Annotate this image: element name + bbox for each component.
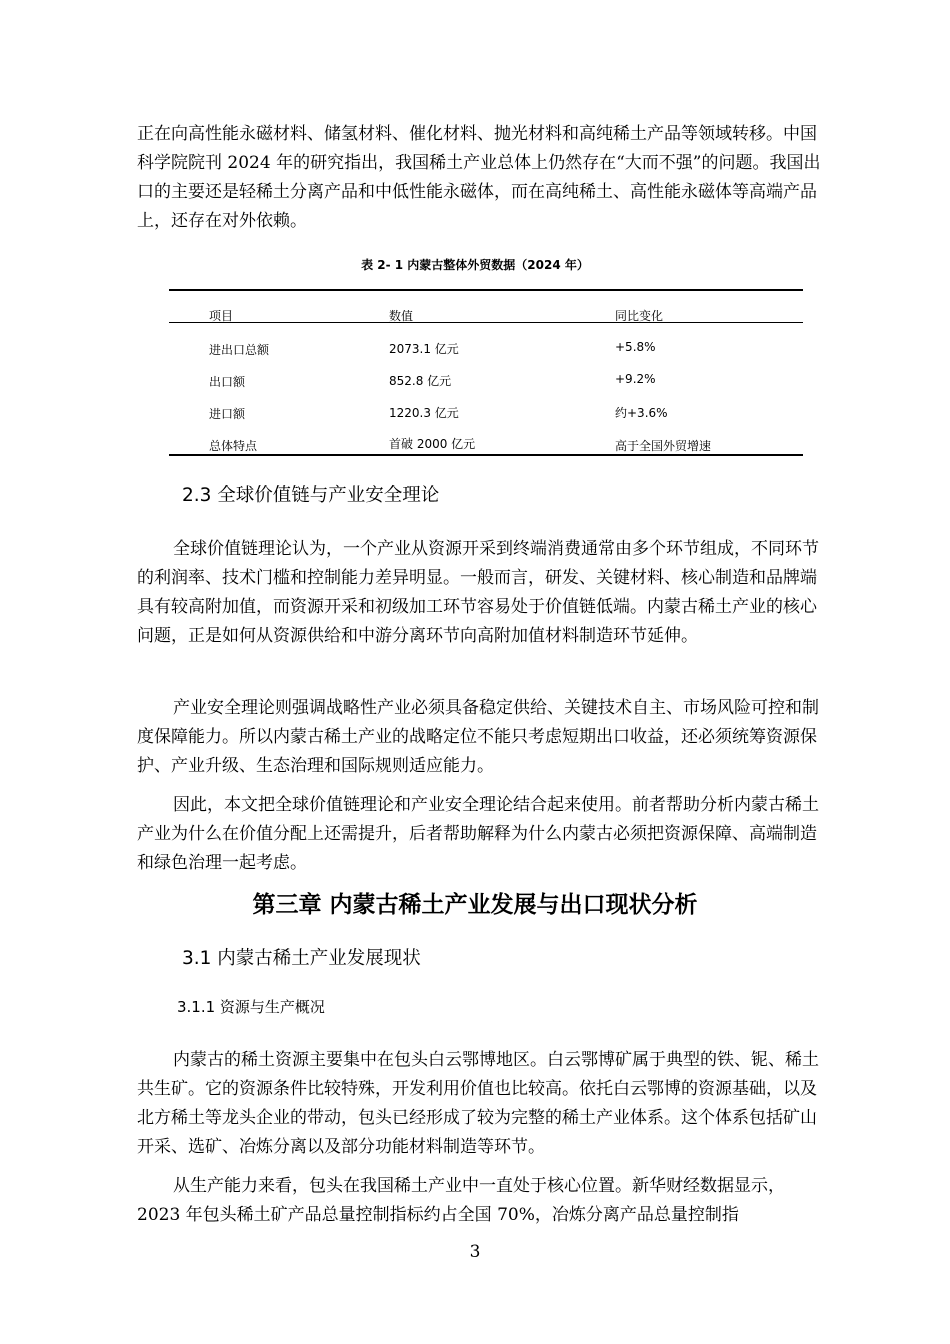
intro-paragraph: 正在向高性能永磁材料、储氢材料、催化材料、抛光材料和高纯稀土产品等领域转移。中国科学院院刊 2024 年的研究指出，我国稀土产业总体上仍然存在“大而不强”的问题。我国出口的主要还是轻稀土分离产品和中低性能永磁体，而在高纯稀土、高性能永磁体等高端产品上，还存在对外依赖。 bbox=[137, 124, 821, 231]
table-cell: 约+3.6% bbox=[615, 406, 668, 420]
table-cell: 出口额 bbox=[209, 375, 246, 389]
page-number: 3 bbox=[469, 1242, 481, 1262]
body-paragraph: 全球价值链理论认为，一个产业从资源开采到终端消费通常由多个环节组成，不同环节的利润率、技术门槛和控制能力差异明显。一般而言，研发、关键材料、核心制造和品牌端具有较高附加值，而资源开采和初级加工环节容易处于价值链低端。内蒙古稀土产业的核心问题，正是如何从资源供给和中游分离环节向高附加值材料制造环节延伸。 bbox=[137, 539, 819, 646]
table-cell: +9.2% bbox=[615, 372, 656, 386]
body-paragraph: 从生产能力来看，包头在我国稀土产业中一直处于核心位置。新华财经数据显示，2023 年包头稀土矿产品总量控制指标约占全国 70%，冶炼分离产品总量控制指 bbox=[137, 1176, 785, 1225]
table-header-item: 项目 bbox=[209, 309, 234, 323]
chapter-title: 第三章 内蒙古稀土产业发展与出口现状分析 bbox=[252, 892, 698, 918]
table-cell: +5.8% bbox=[615, 340, 656, 354]
table-bottom-rule bbox=[169, 454, 803, 456]
subsection-heading-3-1-1: 3.1.1 资源与生产概况 bbox=[177, 998, 325, 1016]
table-header-rule bbox=[169, 322, 803, 323]
trade-data-table bbox=[169, 288, 803, 456]
table-cell: 进口额 bbox=[209, 407, 246, 421]
table-header-change: 同比变化 bbox=[615, 309, 664, 323]
table-cell: 高于全国外贸增速 bbox=[615, 439, 712, 453]
table-cell: 总体特点 bbox=[209, 439, 258, 453]
table-caption: 表 2- 1 内蒙古整体外贸数据（2024 年） bbox=[361, 258, 589, 272]
table-cell: 进出口总额 bbox=[209, 343, 270, 357]
body-paragraph: 因此，本文把全球价值链理论和产业安全理论结合起来使用。前者帮助分析内蒙古稀土产业为什么在价值分配上还需提升，后者帮助解释为什么内蒙古必须把资源保障、高端制造和绿色治理一起考虑。 bbox=[137, 795, 819, 873]
table-header-value: 数值 bbox=[389, 309, 414, 323]
section-heading-3-1: 3.1 内蒙古稀土产业发展现状 bbox=[182, 948, 421, 969]
table-top-rule bbox=[169, 289, 803, 291]
table-cell: 852.8 亿元 bbox=[389, 374, 452, 388]
table-cell: 首破 2000 亿元 bbox=[389, 437, 476, 451]
section-heading-2-3: 2.3 全球价值链与产业安全理论 bbox=[182, 485, 440, 506]
table-cell: 1220.3 亿元 bbox=[389, 406, 459, 420]
body-paragraph: 内蒙古的稀土资源主要集中在包头白云鄂博地区。白云鄂博矿属于典型的铁、铌、稀土共生矿。它的资源条件比较特殊，开发利用价值也比较高。依托白云鄂博的资源基础，以及北方稀土等龙头企业的带动，包头已经形成了较为完整的稀土产业体系。这个体系包括矿山开采、选矿、冶炼分离以及部分功能材料制造等环节。 bbox=[137, 1050, 819, 1157]
body-paragraph: 产业安全理论则强调战略性产业必须具备稳定供给、关键技术自主、市场风险可控和制度保障能力。所以内蒙古稀土产业的战略定位不能只考虑短期出口收益，还必须统筹资源保护、产业升级、生态治理和国际规则适应能力。 bbox=[137, 698, 819, 776]
table-cell: 2073.1 亿元 bbox=[389, 342, 459, 356]
